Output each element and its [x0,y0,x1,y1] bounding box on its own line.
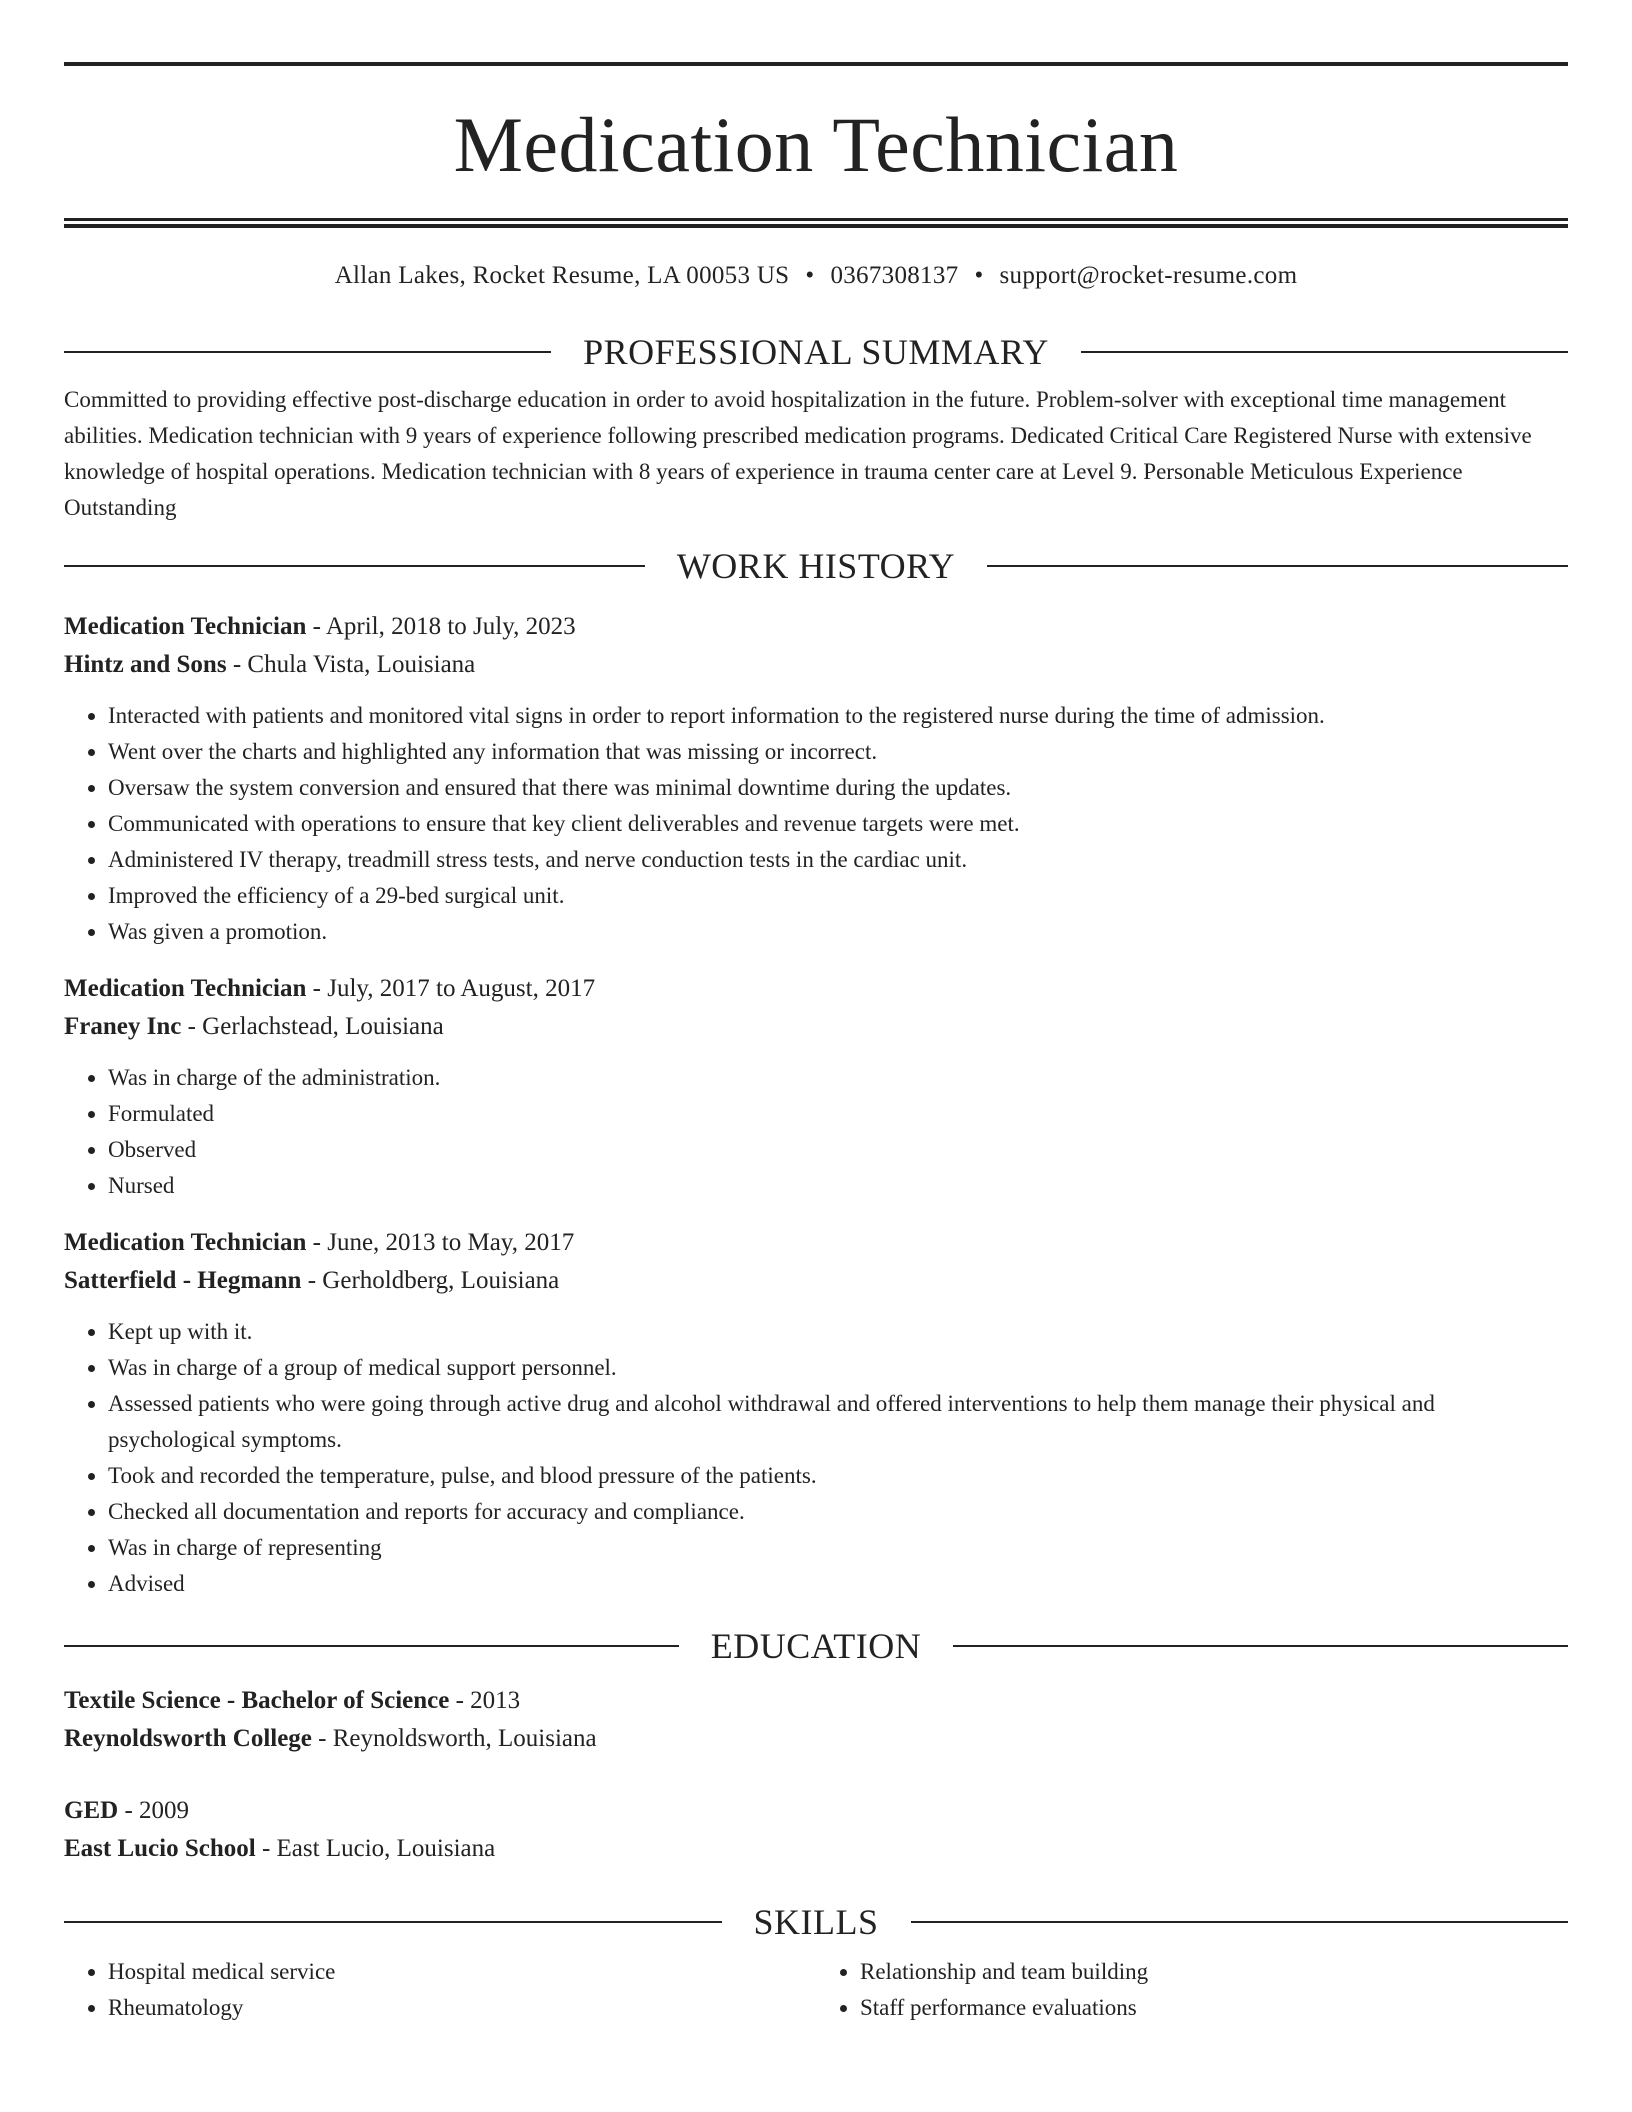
job-title: Medication Technician [64,613,307,640]
contact-phone: 0367308137 [830,262,959,289]
job-company-line [64,646,1568,684]
company-location: - Gerlachstead, Louisiana [181,1013,444,1040]
job-dates: - June, 2013 to May, 2017 [306,1229,575,1256]
job-bullet: • Oversaw the system conversion and ensured that there was minimal downtime during the updates. [108,770,1568,806]
company-name: Satterfield - Hegmann [64,1267,302,1294]
company-location: - Gerholdberg, Louisiana [301,1267,560,1294]
contact-address: Allan Lakes, Rocket Resume, LA 00053 US [334,262,790,289]
job-bullet: • Assessed patients who were going through active drug and alcohol withdrawal and offered interventions to help them manage their physical and psychological symptoms. [108,1386,1568,1458]
skill-item: • Rheumatology [108,1990,816,2026]
school-name: Reynoldsworth College [64,1725,312,1752]
job-company-line [64,1008,1568,1046]
summary-heading-text: PROFESSIONAL SUMMARY [583,332,1049,372]
job-entry [64,608,1568,950]
job-bullet: • Was in charge of the administration. [108,1060,1568,1096]
job-bullet: • Took and recorded the temperature, pulse, and blood pressure of the patients. [108,1458,1568,1494]
heading-rule-left [64,1645,679,1647]
job-bullet-list [64,1314,1568,1602]
summary-text: Committed to providing effective post-discharge education in order to avoid hospitalization in the future. Problem-solver with exceptional time management abilities. Medication technician with 9 years of experience following prescribed medication programs. Dedicated Critical Care Registered Nurse with extensive knowledge of hospital operations. Medication technician with 8 years of experience in trauma center care at Level 9. Personable Meticulous Experience Outstanding [64,387,1532,520]
job-bullet: • Nursed [108,1168,1568,1204]
heading-rule-right [911,1921,1569,1923]
job-bullet: • Was in charge of representing [108,1530,1568,1566]
work-history-heading [64,544,1568,588]
job-entry [64,970,1568,1204]
education-heading-text: EDUCATION [710,1626,922,1666]
heading-rule-left [64,351,551,353]
degree-year: - 2009 [118,1797,190,1824]
degree-name: Textile Science - Bachelor of Science [64,1687,450,1714]
job-title-line [64,970,1568,1008]
job-entry [64,1224,1568,1602]
education-entry [64,1682,1568,1758]
top-divider [64,62,1568,66]
job-bullet: • Interacted with patients and monitored vital signs in order to report information to the registered nurse during the time of admission. [108,698,1568,734]
school-location: - East Lucio, Louisiana [255,1835,496,1862]
company-location: - Chula Vista, Louisiana [226,651,476,678]
education-entry [64,1792,1568,1868]
heading-rule-left [64,565,645,567]
job-dates: - July, 2017 to August, 2017 [306,975,596,1002]
job-bullet: • Kept up with it. [108,1314,1568,1350]
skills-left-column [64,1954,816,2026]
contact-separator: • [974,262,984,289]
company-name: Franey Inc [64,1013,182,1040]
degree-year: - 2013 [449,1687,521,1714]
job-bullet: • Checked all documentation and reports for accuracy and compliance. [108,1494,1568,1530]
school-name: East Lucio School [64,1835,256,1862]
job-bullet: • Was in charge of a group of medical support personnel. [108,1350,1568,1386]
contact-email: support@rocket-resume.com [999,262,1298,289]
job-title: Medication Technician [64,975,307,1002]
skills-heading [64,1900,1568,1944]
job-list [64,608,1568,1602]
education-heading [64,1624,1568,1668]
job-bullet: • Improved the efficiency of a 29-bed surgical unit. [108,878,1568,914]
work-history-heading-text: WORK HISTORY [676,546,956,586]
job-bullet: • Advised [108,1566,1568,1602]
degree-line [64,1682,1568,1720]
school-line [64,1720,1568,1758]
degree-name: GED [64,1797,119,1824]
skill-item: • Relationship and team building [860,1954,1568,1990]
resume-title: Medication Technician [453,101,1179,188]
school-location: - Reynoldsworth, Louisiana [311,1725,597,1752]
job-title-line [64,608,1568,646]
contact-line [64,262,1568,290]
heading-rule-right [953,1645,1568,1647]
job-bullet-list [64,1060,1568,1204]
skills-heading-text: SKILLS [753,1902,879,1942]
skill-item: • Staff performance evaluations [860,1990,1568,2026]
job-bullet-list [64,698,1568,950]
school-line [64,1830,1568,1868]
job-dates: - April, 2018 to July, 2023 [306,613,576,640]
skills-right-column [816,1954,1568,2026]
job-bullet: • Was given a promotion. [108,914,1568,950]
job-bullet: • Communicated with operations to ensure that key client deliverables and revenue targets were met. [108,806,1568,842]
title-double-divider [64,218,1568,228]
heading-rule-right [987,565,1568,567]
job-bullet: • Formulated [108,1096,1568,1132]
degree-line [64,1792,1568,1830]
heading-rule-left [64,1921,722,1923]
job-bullet: • Went over the charts and highlighted any information that was missing or incorrect. [108,734,1568,770]
heading-rule-right [1081,351,1568,353]
job-bullet: • Administered IV therapy, treadmill stress tests, and nerve conduction tests in the cardiac unit. [108,842,1568,878]
summary-heading [64,330,1568,374]
skill-item: • Hospital medical service [108,1954,816,1990]
education-list [64,1682,1568,1868]
job-title: Medication Technician [64,1229,307,1256]
job-bullet: • Observed [108,1132,1568,1168]
job-company-line [64,1262,1568,1300]
company-name: Hintz and Sons [64,651,227,678]
contact-separator: • [805,262,815,289]
job-title-line [64,1224,1568,1262]
skills-columns [64,1954,1568,2026]
